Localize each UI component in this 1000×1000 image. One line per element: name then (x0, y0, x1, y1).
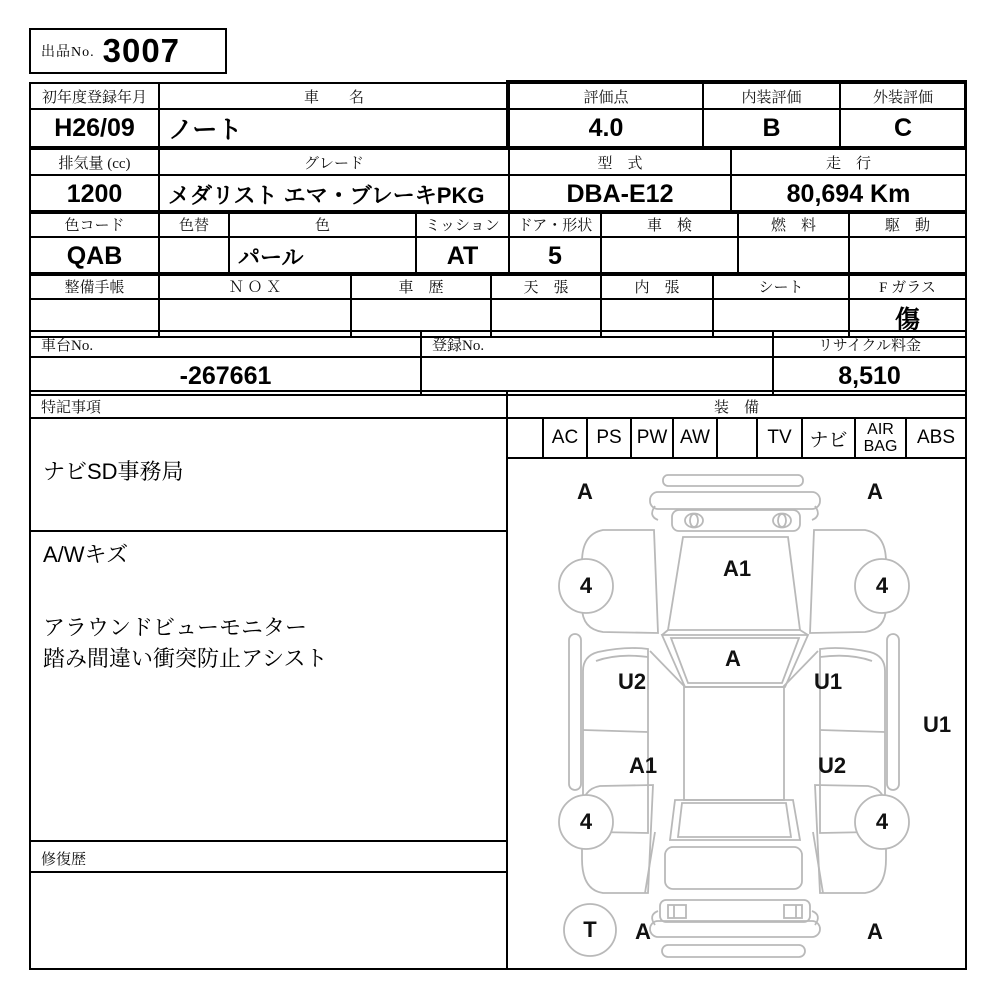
damage-mark-spare-tire: T (583, 917, 597, 942)
damage-mark-left-front-door: U2 (617, 669, 647, 694)
damage-mark-rear-left-corner: A (635, 919, 651, 944)
grade-header: グレード (159, 149, 509, 175)
exterior-grade-header: 外装評価 (840, 83, 966, 109)
damage-mark-front-left-wheel: 4 (579, 573, 593, 598)
damage-mark-right-side: U1 (922, 712, 952, 737)
recycle-fee-header: リサイクル料金 (773, 331, 966, 357)
remarks-title: 特記事項 (31, 392, 506, 419)
lot-number-box (29, 28, 227, 74)
left-headlight (685, 514, 703, 528)
damage-mark-hood: A1 (722, 556, 752, 581)
remarks-line-4: 踏み間違い衝突防止アシスト (43, 646, 328, 671)
row3-table (29, 210, 967, 276)
grade-value: メダリスト エマ・ブレーキPKG (159, 175, 509, 213)
interior-trim-header: 内 張 (601, 273, 713, 299)
equip-cell-ps: PS (588, 419, 632, 457)
equip-cell-abs: ABS (916, 427, 956, 448)
exterior-grade-value: C (840, 109, 966, 147)
score-value: 4.0 (509, 109, 703, 147)
repair-history-title: 修復歴 (31, 842, 506, 873)
damage-mark-front-left-corner: A (577, 479, 593, 504)
damage-mark-right-front-door: U1 (813, 669, 843, 694)
trunk-shape (665, 847, 802, 889)
car-name-header: 車 名 (159, 83, 509, 109)
rear-bumper (650, 921, 820, 937)
car-outline-drawing (508, 459, 965, 967)
transmission-header: ミッション (416, 211, 509, 237)
inspection-value (601, 237, 738, 275)
chassis-no-header: 車台No. (30, 331, 421, 357)
mileage-value: 80,694 Km (731, 175, 966, 213)
left-side-moulding (569, 634, 581, 790)
doors-header: ドア・形状 (509, 211, 601, 237)
right-headlight (773, 514, 791, 528)
equip-cell-aw: AW (674, 419, 718, 457)
row1-table (29, 82, 967, 148)
seat-header: シート (713, 273, 849, 299)
mileage-header: 走 行 (731, 149, 966, 175)
interior-grade-value: B (703, 109, 840, 147)
rear-bumper-bottom-bar (662, 945, 805, 957)
fuel-header: 燃 料 (738, 211, 849, 237)
damage-mark-front-right-wheel: 4 (875, 573, 889, 598)
doors-value: 5 (509, 237, 601, 275)
roof-shape (684, 687, 784, 800)
front-bumper (650, 492, 820, 509)
drivetrain-value (849, 237, 966, 275)
remarks-line-1: ナビSD事務局 (43, 459, 184, 484)
interior-grade-header: 内装評価 (703, 83, 840, 109)
lot-number-label: 出品No. (41, 45, 95, 60)
car-name-value: ノート (159, 109, 509, 147)
front-glass-header: F ガラス (849, 273, 966, 299)
color-header: 色 (229, 211, 416, 237)
displacement-header: 排気量 (cc) (30, 149, 159, 175)
remarks-line-3: アラウンドビューモニター (43, 615, 308, 640)
color-code-value: QAB (30, 237, 159, 275)
color-code-header: 色コード (30, 211, 159, 237)
equipment-row (508, 419, 965, 459)
row2-table (29, 148, 967, 214)
equipment-panel (506, 390, 967, 970)
right-taillight (784, 905, 802, 918)
row5-table (29, 330, 967, 396)
damage-mark-rear-right-corner: A (867, 919, 883, 944)
first-reg-header: 初年度登録年月 (30, 83, 159, 109)
fuel-value (738, 237, 849, 275)
equip-cell-tv: TV (758, 419, 803, 457)
recycle-fee-value: 8,510 (773, 357, 966, 395)
right-side-moulding (887, 634, 899, 790)
model-code-header: 型 式 (509, 149, 731, 175)
repaint-value (159, 237, 229, 275)
equip-cell-blank-1 (508, 419, 544, 457)
damage-diagram (508, 459, 965, 967)
damage-mark-left-rear-door: A1 (628, 753, 658, 778)
damage-mark-windshield: A (725, 646, 741, 671)
equip-cell-navi: ナビ (803, 419, 856, 457)
lot-number-value: 3007 (102, 32, 181, 69)
row4-table (29, 272, 967, 338)
color-value: パール (229, 237, 416, 275)
rear-window-shape (670, 800, 800, 840)
rear-bumper-left-hook (652, 911, 658, 925)
damage-mark-rear-right-wheel: 4 (875, 809, 889, 834)
equipment-title: 装 備 (508, 392, 965, 419)
repaint-header: 色替 (159, 211, 229, 237)
service-book-header: 整備手帳 (30, 273, 159, 299)
front-bumper-top-bar (663, 475, 803, 486)
registration-no-header: 登録No. (421, 331, 773, 357)
left-taillight (668, 905, 686, 918)
transmission-value: AT (416, 237, 509, 275)
front-glass-value: 傷 (849, 299, 966, 337)
remarks-panel (29, 390, 508, 970)
model-code-value: DBA-E12 (509, 175, 731, 213)
first-reg-value: H26/09 (30, 109, 159, 147)
score-header: 評価点 (509, 83, 703, 109)
damage-mark-front-right-corner: A (867, 479, 883, 504)
remarks-section-2 (31, 532, 506, 842)
equip-cell-ac: AC (544, 419, 588, 457)
repair-history-value (31, 873, 506, 963)
inspection-header: 車 検 (601, 211, 738, 237)
history-header: 車 歴 (351, 273, 491, 299)
remarks-line-2: A/Wキズ (43, 542, 129, 567)
rear-bumper-right-hook (812, 911, 818, 925)
drivetrain-header: 駆 動 (849, 211, 966, 237)
equip-cell-pw: PW (632, 419, 674, 457)
chassis-no-value: -267661 (30, 357, 421, 395)
damage-mark-rear-left-wheel: 4 (579, 809, 593, 834)
hood-shape (668, 537, 800, 630)
displacement-value: 1200 (30, 175, 159, 213)
nox-header: Ｎ Ｏ Ｘ (159, 273, 351, 299)
headliner-header: 天 張 (491, 273, 601, 299)
damage-mark-right-rear-door: U2 (817, 753, 847, 778)
equip-cell-blank-2 (718, 419, 758, 457)
remarks-section-1 (31, 419, 506, 532)
equip-cell-airbag: AIR BAG (856, 419, 907, 457)
